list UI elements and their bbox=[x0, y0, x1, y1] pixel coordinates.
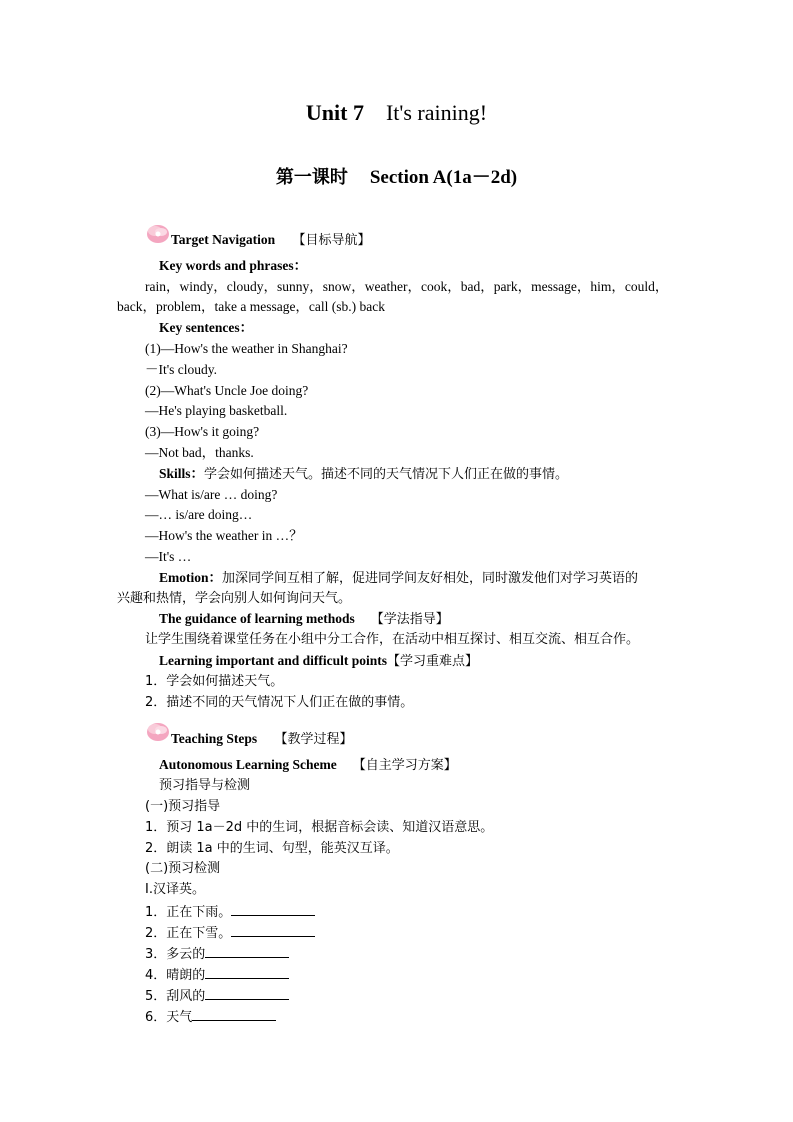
question-2 bbox=[145, 923, 315, 943]
point-2: 2．描述不同的天气情况下人们正在做的事情。 bbox=[145, 695, 414, 710]
section-label: Section A(1a－2d) bbox=[369, 167, 518, 188]
question-1-text: 1．正在下雨。 bbox=[145, 905, 232, 920]
answer-blank[interactable] bbox=[231, 902, 315, 916]
scheme-heading bbox=[159, 756, 457, 775]
question-6-text: 6．天气 bbox=[145, 1010, 193, 1025]
flower-icon bbox=[145, 220, 171, 246]
unit-name: It's raining! bbox=[385, 100, 488, 125]
keywords-line-1: rain，windy，cloudy，sunny，snow，weather，cook，bad，park，message，him，could， bbox=[145, 279, 669, 294]
sentence-3-answer: —Not bad，thanks. bbox=[145, 445, 254, 460]
skills-line bbox=[159, 465, 568, 484]
sentence-2-answer: —He's playing basketball. bbox=[145, 403, 288, 418]
question-1 bbox=[145, 902, 315, 922]
question-3 bbox=[145, 944, 289, 964]
question-4 bbox=[145, 965, 289, 985]
sentences-label: Key sentences： bbox=[159, 320, 254, 335]
flower-icon bbox=[145, 718, 171, 744]
guide-title: (一)预习指导 bbox=[145, 799, 221, 814]
sentence-2: (2)—What's Uncle Joe doing? bbox=[145, 383, 309, 398]
emotion-label: Emotion： bbox=[159, 570, 223, 585]
question-2-text: 2．正在下雪。 bbox=[145, 926, 232, 941]
unit-label: Unit 7 bbox=[305, 100, 364, 125]
answer-blank[interactable] bbox=[231, 923, 315, 937]
lesson-subtitle bbox=[0, 162, 793, 189]
heading-zh: 【目标导航】 bbox=[292, 233, 371, 248]
points-heading bbox=[159, 652, 478, 671]
methods-en: The guidance of learning methods bbox=[159, 611, 355, 626]
skills-label: Skills： bbox=[159, 466, 205, 481]
sentence-1: (1)—How's the weather in Shanghai? bbox=[145, 341, 348, 356]
part-1-title: Ⅰ.汉译英。 bbox=[145, 882, 205, 897]
pattern-3: —How's the weather in …？ bbox=[145, 528, 303, 543]
scheme-en: Autonomous Learning Scheme bbox=[159, 757, 337, 772]
pattern-4: —It's … bbox=[145, 549, 192, 564]
keywords-label: Key words and phrases： bbox=[159, 258, 308, 273]
emotion-text-2: 兴趣和热情，学会向别人如何询问天气。 bbox=[117, 591, 352, 606]
keywords-line-2: back，problem，take a message，call (sb.) back bbox=[117, 299, 386, 314]
points-en: Learning important and difficult points bbox=[159, 653, 388, 668]
lesson-label: 第一课时 bbox=[275, 167, 348, 188]
answer-blank[interactable] bbox=[205, 986, 289, 1000]
answer-blank[interactable] bbox=[205, 965, 289, 979]
steps-heading-zh: 【教学过程】 bbox=[274, 732, 353, 747]
question-4-text: 4．晴朗的 bbox=[145, 968, 206, 983]
methods-text: 让学生围绕着课堂任务在小组中分工合作，在活动中相互探讨、相互交流、相互合作。 bbox=[145, 632, 640, 647]
sentence-3: (3)—How's it going? bbox=[145, 424, 260, 439]
steps-heading-en: Teaching Steps bbox=[171, 731, 258, 746]
point-1: 1．学会如何描述天气。 bbox=[145, 674, 284, 689]
emotion-text-1: 加深同学间互相了解，促进同学间友好相处，同时激发他们对学习英语的 bbox=[222, 571, 639, 586]
heading-en: Target Navigation bbox=[171, 232, 276, 247]
teaching-steps-heading bbox=[171, 730, 353, 749]
answer-blank[interactable] bbox=[205, 944, 289, 958]
methods-heading bbox=[159, 610, 449, 629]
emotion-line bbox=[159, 569, 638, 588]
sentence-1-answer: －It's cloudy. bbox=[145, 362, 218, 377]
target-navigation-heading bbox=[171, 231, 371, 250]
methods-zh: 【学法指导】 bbox=[370, 612, 449, 627]
question-5-text: 5．刮风的 bbox=[145, 989, 206, 1004]
pattern-1: —What is/are … doing? bbox=[145, 487, 278, 502]
question-6 bbox=[145, 1007, 276, 1027]
question-3-text: 3．多云的 bbox=[145, 947, 206, 962]
preview-title: 预习指导与检测 bbox=[159, 778, 251, 793]
page-title bbox=[0, 100, 793, 126]
points-zh: 【学习重难点】 bbox=[387, 654, 479, 669]
pattern-2: —… is/are doing… bbox=[145, 507, 253, 522]
guide-item-1: 1．预习 1a－2d 中的生词，根据音标会读、知道汉语意思。 bbox=[145, 820, 494, 835]
scheme-zh: 【自主学习方案】 bbox=[352, 758, 457, 773]
check-title: (二)预习检测 bbox=[145, 861, 221, 876]
answer-blank[interactable] bbox=[192, 1007, 276, 1021]
question-5 bbox=[145, 986, 289, 1006]
guide-item-2: 2．朗读 1a 中的生词、句型，能英汉互译。 bbox=[145, 841, 399, 856]
skills-text: 学会如何描述天气。描述不同的天气情况下人们正在做的事情。 bbox=[204, 467, 569, 482]
